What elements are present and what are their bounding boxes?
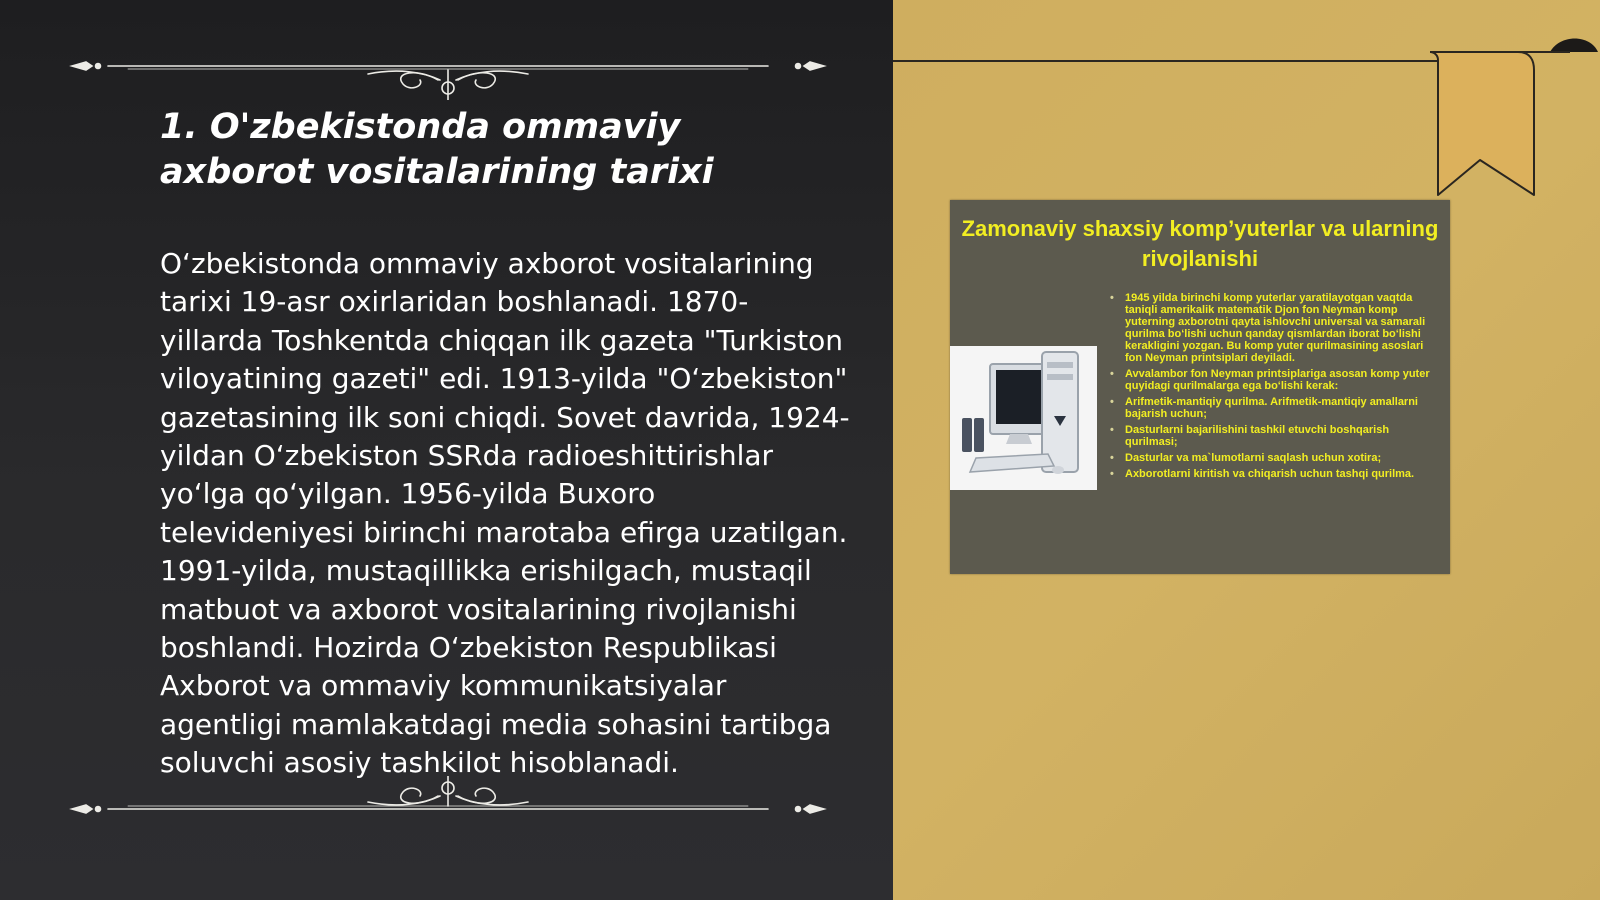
slide-title: 1. O'zbekistonda ommaviy axborot vositalarining tarixi: [160, 107, 714, 192]
bookmark-ribbon-icon: [1430, 30, 1600, 205]
slide-thumbnail-image: [950, 200, 1450, 574]
slide-body-text: O‘zbekistonda ommaviy axborot vositalarining tarixi 19-asr oxirlaridan boshlanadi. 1870-yillarda Toshkentda chiqqan ilk gazeta "Turkiston viloyatining gazeti" edi. 1913-yilda "O‘zbekiston" gazetasining ilk soni chiqdi. Sovet davrida, 1924-yildan O‘zbekiston SSRda radioeshittirishlar yo‘lga qo‘yilgan. 1956-yilda Buxoro televideniyesi birinchi marotaba efirga uzatilgan. 1991-yilda, mustaqillikka erishilgach, mustaqil matbuot va axborot vositalarining rivojlanishi boshlandi. Hozirda O‘zbekiston Respublikasi Axborot va ommaviy kommunikatsiyalar agentligi mamlakatdagi media sohasini tartibga soluvchi asosiy tashkilot hisoblanadi.: [160, 247, 850, 780]
thumbnail-title: Zamonaviy shaxsiy komp’yuterlar va ularning rivojlanishi: [961, 216, 1439, 271]
list-item: • Avvalambor fon Neyman printsiplariga asosan komp yuter quyidagi qurilmalarga ega bo‘lishi kerak:: [1110, 368, 1430, 392]
list-item: • Dasturlar va ma`lumotlarni saqlash uchun xotira;: [1110, 452, 1382, 464]
divider-line: [893, 60, 1453, 62]
list-item: • 1945 yilda birinchi komp yuterlar yaratilayotgan vaqtda taniqli amerikalik matematik Djon fon Neyman komp yuterning axborotni qayta ishlovchi universal va samarali qurilma bo‘lishi uchun qanday qismlardan iborat bo‘lishi kerakligini yozgan. Bu komp yuter qurilmasining asoslari fon Neyman printsiplari deyiladi.: [1110, 292, 1426, 364]
list-item: • Axborotlarni kiritish va chiqarish uchun tashqi qurilma.: [1110, 468, 1415, 480]
thumbnail-bullet-list: [1110, 292, 1435, 484]
desktop-computer-icon: [950, 346, 1097, 490]
list-item: • Arifmetik-mantiqiy qurilma. Arifmetik-mantiqiy amallarni bajarish uchun;: [1110, 396, 1418, 420]
top-ornament-icon: [68, 50, 828, 100]
list-item: • Dasturlarni bajarilishini tashkil etuvchi boshqarish qurilmasi;: [1110, 424, 1390, 448]
bottom-ornament-icon: [68, 776, 828, 826]
